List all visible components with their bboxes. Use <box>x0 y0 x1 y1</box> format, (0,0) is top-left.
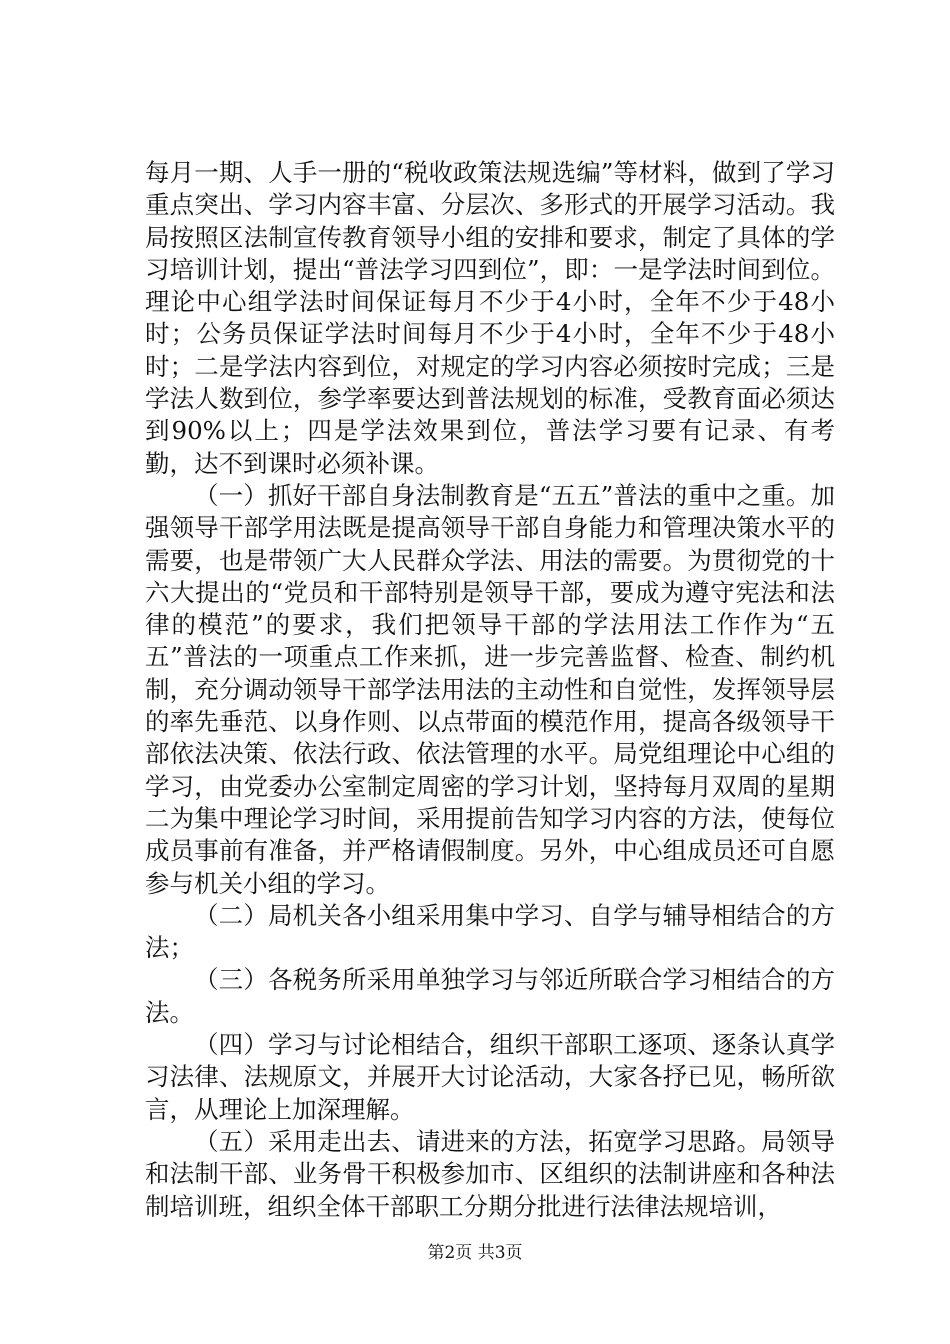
paragraph-continued: 每月一期、人手一册的“税收政策法规选编”等材料，做到了学习重点突出、学习内容丰富、分层次、多形式的开展学习活动。我局按照区法制宣传教育领导小组的安排和要求，制定了具体的学习培训计划，提出“普法学习四到位”，即：一是学法时间到位。理论中心组学法时间保证每月不少于4小时，全年不少于48小时；公务员保证学法时间每月不少于4小时，全年不少于48小时；二是学法内容到位，对规定的学习内容必须按时完成；三是学法人数到位，参学率要达到普法规划的标准，受教育面必须达到90%以上；四是学法效果到位，普法学习要有记录、有考勤，达不到课时必须补课。 <box>145 158 835 478</box>
document-body <box>145 157 835 1223</box>
paragraph-section-5: （五）采用走出去、请进来的方法，拓宽学习思路。局领导和法制干部、业务骨干积极参加市、区组织的法制讲座和各种法制培训班，组织全体干部职工分期分批进行法律法规培训， <box>145 1126 835 1221</box>
paragraph-section-4: （四）学习与讨论相结合，组织干部职工逐项、逐条认真学习法律、法规原文，并展开大讨论活动，大家各抒已见，畅所欲言，从理论上加深理解。 <box>145 1030 835 1124</box>
page-number-footer: 第2页 共3页 <box>427 1243 523 1263</box>
paragraph-section-2: （二）局机关各小组采用集中学习、自学与辅导相结合的方法； <box>145 900 835 963</box>
paragraph-section-1: （一）抓好干部自身法制教育是“五五”普法的重中之重。加强领导干部学用法既是提高领导干部自身能力和管理决策水平的需要，也是带领广大人民群众学法、用法的需要。为贯彻党的十六大提出的“党员和干部特别是领导干部，要成为遵守宪法和法律的模范”的要求，我们把领导干部的学法用法工作作为“五五”普法的一项重点工作来抓，进一步完善监督、检查、制约机制，充分调动领导干部学法用法的主动性和自觉性，发挥领导层的率先垂范、以身作则、以点带面的模范作用，提高各级领导干部依法决策、依法行政、依法管理的水平。局党组理论中心组的学习，由党委办公室制定周密的学习计划，坚持每月双周的星期二为集中理论学习时间，采用提前告知学习内容的方法，使每位成员事前有准备，并严格请假制度。另外，中心组成员还可自愿参与机关小组的学习。 <box>145 480 835 898</box>
paragraph-section-3: （三）各税务所采用单独学习与邻近所联合学习相结合的方法。 <box>145 965 835 1027</box>
